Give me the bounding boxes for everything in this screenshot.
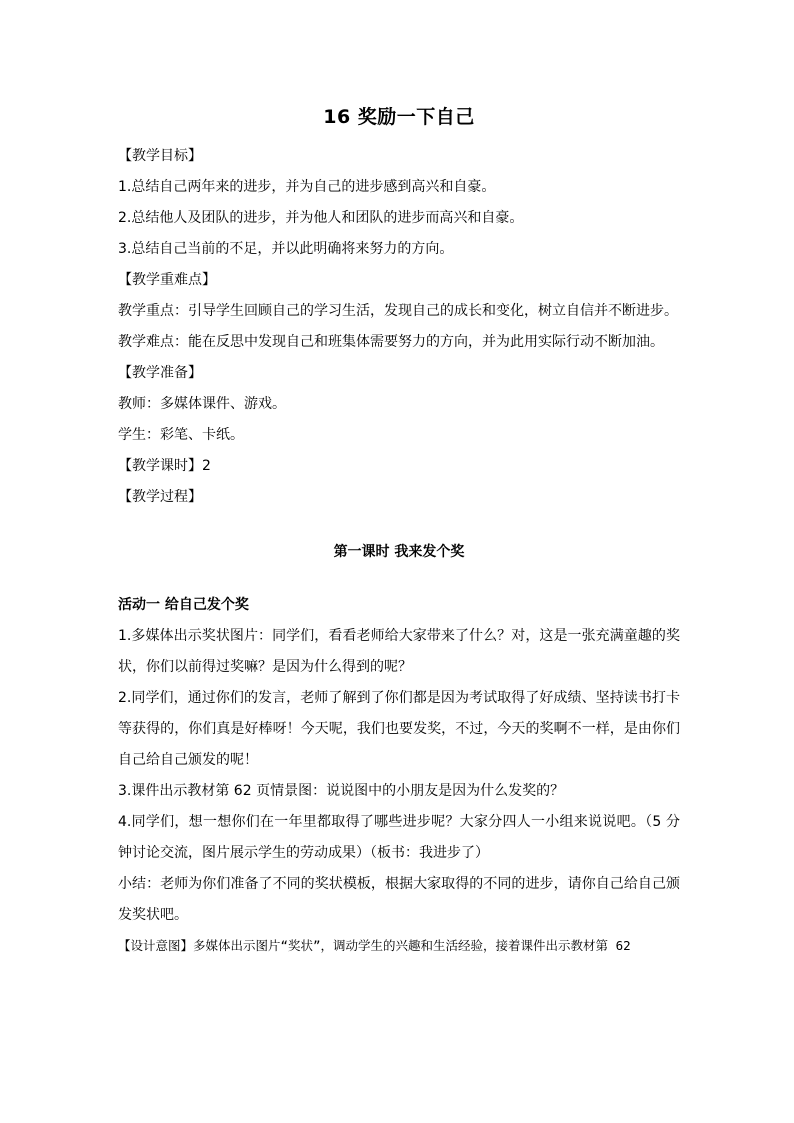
teacher-preparation: 教师：多媒体课件、游戏。 <box>118 396 286 412</box>
teaching-key-point: 教学重点：引导学生回顾自己的学习生活，发现自己的成长和变化，树立自信并不断进步。 <box>118 303 678 319</box>
teaching-periods: 【教学课时】2 <box>118 458 211 474</box>
lesson-step-4: 4.同学们，想一想你们在一年里都取得了哪些进步呢？大家分四人一小组来说说吧。（5 分钟讨论交流，图片展示学生的劳动成果）（板书：我进步了） <box>118 814 680 861</box>
lesson-step-1: 1.多媒体出示奖状图片：同学们，看看老师给大家带来了什么？对，这是一张充满童趣的奖状，你们以前得过奖嘛？是因为什么得到的呢？ <box>118 628 680 675</box>
student-preparation: 学生：彩笔、卡纸。 <box>118 427 244 443</box>
objectives-heading: 【教学目标】 <box>118 148 202 164</box>
objective-item-1: 1.总结自己两年来的进步，并为自己的进步感到高兴和自豪。 <box>118 179 496 195</box>
lesson-step-3: 3.课件出示教材第 62 页情景图：说说图中的小朋友是因为什么发奖的？ <box>118 783 565 799</box>
process-heading: 【教学过程】 <box>118 489 202 505</box>
preparation-heading: 【教学准备】 <box>118 365 202 381</box>
design-intent-note: 【设计意图】多媒体出示图片“奖状”，调动学生的兴趣和生活经验，接着课件出示教材第 62 <box>118 938 631 953</box>
lesson-summary: 小结：老师为你们准备了不同的奖状模板，根据大家取得的不同的进步，请你自己给自己颁发奖状吧。 <box>118 876 680 923</box>
key-points-heading: 【教学重难点】 <box>118 272 216 288</box>
lesson-one-title: 第一课时 我来发个奖 <box>333 544 465 560</box>
activity-one-title: 活动一 给自己发个奖 <box>118 597 249 613</box>
lesson-step-2: 2.同学们，通过你们的发言，老师了解到了你们都是因为考试取得了好成绩、坚持读书打卡等获得的，你们真是好棒呀！今天呢，我们也要发奖，不过，今天的奖啊不一样，是由你们自己给自己颁发的呢！ <box>118 690 680 768</box>
objective-item-3: 3.总结自己当前的不足，并以此明确将来努力的方向。 <box>118 241 454 257</box>
lesson-main-title: 16 奖励一下自己 <box>323 106 475 128</box>
teaching-difficulty: 教学难点：能在反思中发现自己和班集体需要努力的方向，并为此用实际行动不断加油。 <box>118 334 664 350</box>
objective-item-2: 2.总结他人及团队的进步，并为他人和团队的进步而高兴和自豪。 <box>118 210 524 226</box>
document-content <box>118 103 680 958</box>
